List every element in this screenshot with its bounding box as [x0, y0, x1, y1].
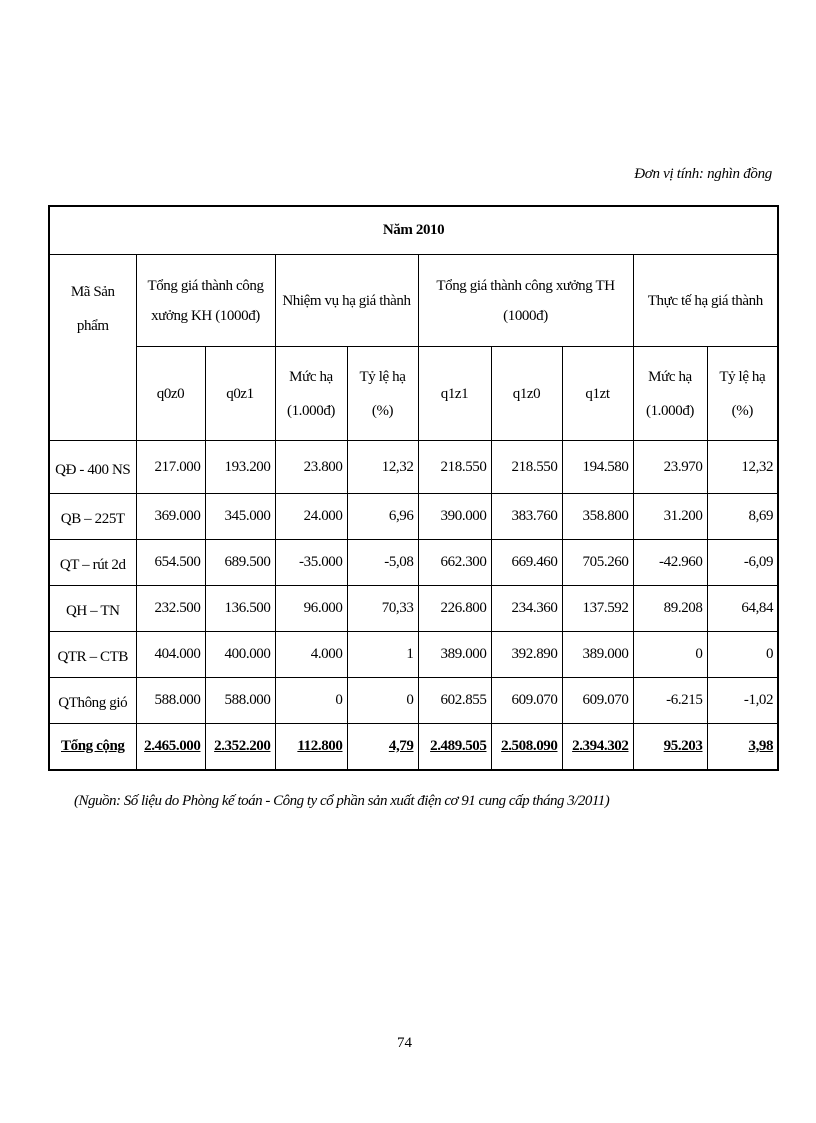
- product-code: QH – TN: [49, 586, 136, 632]
- plan-rate-cell: 0: [347, 678, 418, 724]
- q1z0-cell: 218.550: [491, 441, 562, 494]
- cost-table: [48, 205, 779, 771]
- q1zt-cell: 389.000: [562, 632, 633, 678]
- product-header: Mã Sản phẩm: [49, 255, 136, 441]
- q1zt-cell: 194.580: [562, 441, 633, 494]
- actual-level-cell: 31.200: [633, 494, 707, 540]
- actual-rate-cell: 12,32: [707, 441, 778, 494]
- group-header-row: [49, 255, 778, 347]
- q1z1-cell: 226.800: [418, 586, 491, 632]
- total-actual-level: 95.203: [633, 724, 707, 770]
- subheader-q0z0: q0z0: [136, 347, 205, 441]
- q0z1-cell: 689.500: [205, 540, 275, 586]
- actual-rate-cell: 0: [707, 632, 778, 678]
- group-header-plan-cost: Tổng giá thành công xưởng KH (1000đ): [136, 255, 275, 347]
- actual-level-cell: 0: [633, 632, 707, 678]
- table-row: [49, 678, 778, 724]
- plan-rate-cell: 70,33: [347, 586, 418, 632]
- subheader-q1z1: q1z1: [418, 347, 491, 441]
- total-q1z1: 2.489.505: [418, 724, 491, 770]
- plan-level-cell: 24.000: [275, 494, 347, 540]
- actual-level-cell: -6.215: [633, 678, 707, 724]
- total-q0z0: 2.465.000: [136, 724, 205, 770]
- q1z0-cell: 383.760: [491, 494, 562, 540]
- product-code: QThông gió: [49, 678, 136, 724]
- product-code: QĐ - 400 NS: [49, 441, 136, 494]
- subheader-actual-level: Mức hạ (1.000đ): [633, 347, 707, 441]
- q0z0-cell: 217.000: [136, 441, 205, 494]
- total-plan-level: 112.800: [275, 724, 347, 770]
- table-row: [49, 441, 778, 494]
- q1zt-cell: 358.800: [562, 494, 633, 540]
- plan-rate-cell: 12,32: [347, 441, 418, 494]
- plan-rate-cell: -5,08: [347, 540, 418, 586]
- page-number: 74: [397, 1035, 412, 1051]
- q1z1-cell: 390.000: [418, 494, 491, 540]
- q1zt-cell: 705.260: [562, 540, 633, 586]
- table-row: [49, 632, 778, 678]
- product-code: QB – 225T: [49, 494, 136, 540]
- subheader-plan-rate: Tỷ lệ hạ (%): [347, 347, 418, 441]
- subheader-q1z0: q1z0: [491, 347, 562, 441]
- total-q0z1: 2.352.200: [205, 724, 275, 770]
- source-note: (Nguồn: Số liệu do Phòng kế toán - Công ty cổ phần sản xuất điện cơ 91 cung cấp tháng 3/2011): [74, 793, 610, 809]
- product-code: QT – rút 2d: [49, 540, 136, 586]
- table-row: [49, 540, 778, 586]
- group-header-actual-cost: Tổng giá thành công xưởng TH (1000đ): [418, 255, 633, 347]
- q0z0-cell: 654.500: [136, 540, 205, 586]
- table-row: [49, 494, 778, 540]
- actual-level-cell: 89.208: [633, 586, 707, 632]
- year-header-row: [49, 206, 778, 255]
- plan-level-cell: -35.000: [275, 540, 347, 586]
- actual-level-cell: -42.960: [633, 540, 707, 586]
- subheader-q1zt: q1zt: [562, 347, 633, 441]
- q1zt-cell: 609.070: [562, 678, 633, 724]
- sub-header-row: [49, 347, 778, 441]
- q0z1-cell: 588.000: [205, 678, 275, 724]
- unit-note: Đơn vị tính: nghìn đồng: [634, 166, 772, 182]
- q1z0-cell: 234.360: [491, 586, 562, 632]
- product-code: QTR – CTB: [49, 632, 136, 678]
- q1z0-cell: 392.890: [491, 632, 562, 678]
- q0z1-cell: 345.000: [205, 494, 275, 540]
- subheader-actual-rate: Tỷ lệ hạ (%): [707, 347, 778, 441]
- q0z1-cell: 193.200: [205, 441, 275, 494]
- q1z1-cell: 602.855: [418, 678, 491, 724]
- q0z0-cell: 588.000: [136, 678, 205, 724]
- q1z1-cell: 218.550: [418, 441, 491, 494]
- actual-rate-cell: 64,84: [707, 586, 778, 632]
- q1z0-cell: 609.070: [491, 678, 562, 724]
- q0z1-cell: 400.000: [205, 632, 275, 678]
- group-header-plan-reduction: Nhiệm vụ hạ giá thành: [275, 255, 418, 347]
- actual-rate-cell: -6,09: [707, 540, 778, 586]
- q1z0-cell: 669.460: [491, 540, 562, 586]
- plan-level-cell: 4.000: [275, 632, 347, 678]
- actual-rate-cell: -1,02: [707, 678, 778, 724]
- total-q1z0: 2.508.090: [491, 724, 562, 770]
- q0z0-cell: 232.500: [136, 586, 205, 632]
- subheader-plan-level: Mức hạ (1.000đ): [275, 347, 347, 441]
- total-plan-rate: 4,79: [347, 724, 418, 770]
- total-actual-rate: 3,98: [707, 724, 778, 770]
- subheader-q0z1: q0z1: [205, 347, 275, 441]
- group-header-actual-reduction: Thực tế hạ giá thành: [633, 255, 778, 347]
- actual-level-cell: 23.970: [633, 441, 707, 494]
- q0z1-cell: 136.500: [205, 586, 275, 632]
- q1z1-cell: 389.000: [418, 632, 491, 678]
- plan-level-cell: 23.800: [275, 441, 347, 494]
- q0z0-cell: 369.000: [136, 494, 205, 540]
- table-row: [49, 586, 778, 632]
- plan-rate-cell: 6,96: [347, 494, 418, 540]
- q0z0-cell: 404.000: [136, 632, 205, 678]
- total-row: [49, 724, 778, 770]
- plan-rate-cell: 1: [347, 632, 418, 678]
- plan-level-cell: 96.000: [275, 586, 347, 632]
- total-q1zt: 2.394.302: [562, 724, 633, 770]
- year-header: Năm 2010: [49, 206, 778, 255]
- actual-rate-cell: 8,69: [707, 494, 778, 540]
- q1zt-cell: 137.592: [562, 586, 633, 632]
- plan-level-cell: 0: [275, 678, 347, 724]
- q1z1-cell: 662.300: [418, 540, 491, 586]
- total-label: Tổng cộng: [49, 724, 136, 770]
